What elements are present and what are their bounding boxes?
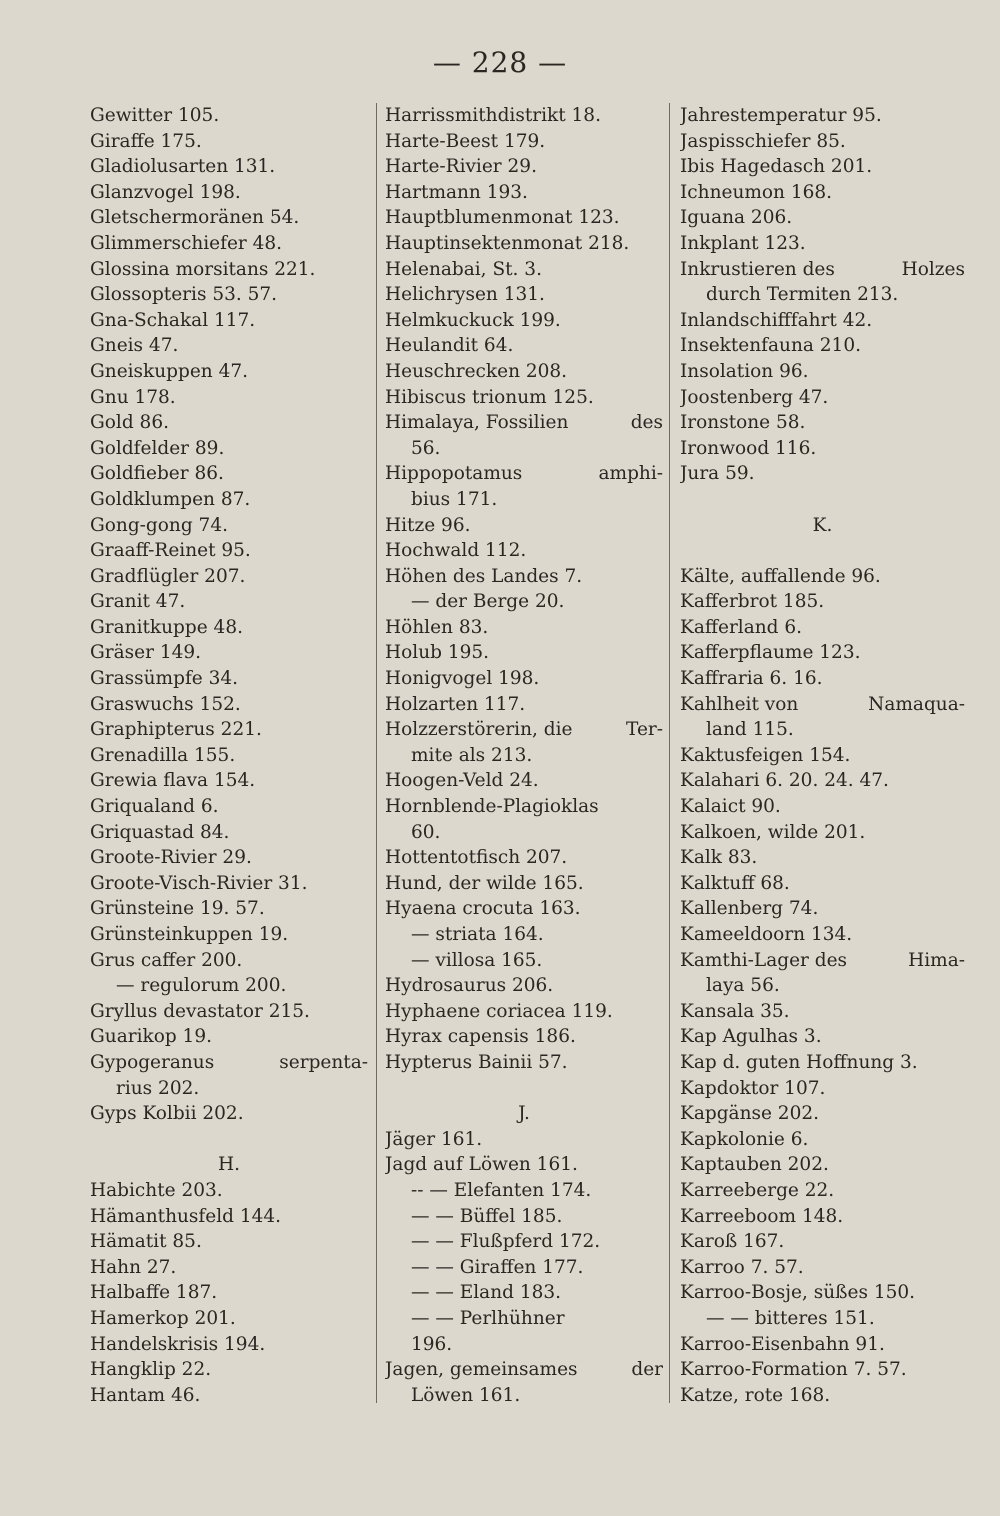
index-entry: Helmkuckuck 199. <box>385 309 561 331</box>
section-letter: J. <box>518 1103 530 1125</box>
index-entry: Holzzerstörerin, die Ter- <box>385 719 663 741</box>
index-entry: Kaffraria 6. 16. <box>680 668 823 690</box>
index-entry: Heulandit 64. <box>385 335 514 357</box>
index-entry: Glimmerschiefer 48. <box>90 232 283 254</box>
index-entry: Inlandschifffahrt 42. <box>680 309 873 331</box>
index-entry: Groote-Rivier 29. <box>90 847 252 869</box>
index-entry: Kansala 35. <box>680 1000 790 1022</box>
index-entry: Honigvogel 198. <box>385 668 540 690</box>
index-entry: Löwen 161. <box>411 1384 521 1406</box>
index-entry: Karroo-Formation 7. 57. <box>680 1359 907 1381</box>
index-entry: Kameeldoorn 134. <box>680 924 853 945</box>
index-entry: Karoß 167. <box>680 1231 785 1253</box>
index-entry: Goldklumpen 87. <box>90 488 251 510</box>
index-entry <box>90 1127 368 1153</box>
index-entry: Jäger 161. <box>385 1128 483 1150</box>
index-entry: Hyrax capensis 186. <box>385 1026 576 1048</box>
index-entry: Graswuchs 152. <box>90 693 241 715</box>
index-entry: Hyphaene coriacea 119. <box>385 1000 613 1022</box>
index-entry: Karreeberge 22. <box>680 1179 835 1201</box>
index-entry: Hitze 96. <box>385 514 471 536</box>
index-entry: Kapdoktor 107. <box>680 1077 826 1099</box>
index-entry: Katze, rote 168. <box>680 1384 831 1406</box>
index-column-2 <box>385 103 663 1408</box>
index-entry: Hauptblumenmonat 123. <box>385 207 620 229</box>
index-entry: Hypterus Bainii 57. <box>385 1051 568 1073</box>
index-entry: Gewitter 105. <box>90 105 220 126</box>
index-entry: — — Giraffen 177. <box>411 1256 584 1278</box>
index-entry: Hämanthusfeld 144. <box>90 1205 282 1227</box>
index-entry: Griquastad 84. <box>90 821 230 843</box>
index-entry: Hippopotamus amphi- <box>385 463 663 485</box>
index-entry: Gneiskuppen 47. <box>90 360 249 382</box>
index-entry: Gold 86. <box>90 412 169 434</box>
index-entry: — regulorum 200. <box>116 975 287 997</box>
index-entry: land 115. <box>706 719 794 741</box>
index-entry: Gnu 178. <box>90 386 176 408</box>
index-entry: Goldfieber 86. <box>90 463 224 485</box>
section-letter: K. <box>812 514 833 536</box>
index-entry: Groote-Visch-Rivier 31. <box>90 872 308 894</box>
index-entry: Hochwald 112. <box>385 540 527 562</box>
index-entry: — — bitteres 151. <box>706 1307 875 1329</box>
index-entry: Helenabai, St. 3. <box>385 258 542 280</box>
index-entry: Gradflügler 207. <box>90 565 246 587</box>
index-entry: Inkrustieren des Holzes <box>680 258 965 280</box>
index-entry: Harrissmithdistrikt 18. <box>385 105 601 126</box>
index-entry: Hantam 46. <box>90 1384 201 1406</box>
index-entry: Grassümpfe 34. <box>90 668 239 690</box>
index-entry: Karroo-Bosje, süßes 150. <box>680 1282 916 1304</box>
index-entry: Heuschrecken 208. <box>385 360 568 382</box>
index-entry: Iguana 206. <box>680 207 793 229</box>
index-entry: Karreeboom 148. <box>680 1205 844 1227</box>
index-entry: Kahlheit von Namaqua- <box>680 693 965 715</box>
index-entry: Gladiolusarten 131. <box>90 156 276 178</box>
index-entry: Gypogeranus serpenta- <box>90 1051 368 1073</box>
index-entry: Guarikop 19. <box>90 1026 212 1048</box>
index-column-1 <box>90 103 368 1408</box>
index-entry: Karroo 7. 57. <box>680 1256 804 1278</box>
index-column-3 <box>680 103 965 1408</box>
section-letter: H. <box>217 1154 240 1176</box>
index-entry: Handelskrisis 194. <box>90 1333 266 1355</box>
index-entry: 60. <box>411 821 441 843</box>
index-entry: Gneis 47. <box>90 335 179 357</box>
index-entry: Ironstone 58. <box>680 412 806 434</box>
index-entry: Halbaffe 187. <box>90 1282 218 1304</box>
index-entry: bius 171. <box>411 488 498 510</box>
index-entry: Kap Agulhas 3. <box>680 1026 822 1048</box>
index-entry: Hartmann 193. <box>385 181 528 203</box>
index-entry: Graphipterus 221. <box>90 719 262 741</box>
index-entry: Grünsteinkuppen 19. <box>90 924 289 945</box>
index-entry: Kafferpflaume 123. <box>680 642 861 664</box>
index-entry: Glossopteris 53. 57. <box>90 284 278 306</box>
index-entry: Inkplant 123. <box>680 232 806 254</box>
index-entry: Habichte 203. <box>90 1179 223 1201</box>
index-entry <box>680 538 965 564</box>
index-entry: Grenadilla 155. <box>90 744 236 766</box>
index-entry: Insektenfauna 210. <box>680 335 861 357</box>
index-entry: Hamerkop 201. <box>90 1307 236 1329</box>
index-entry: Hornblende-Plagioklas <box>385 796 599 818</box>
index-entry: — villosa 165. <box>411 949 543 971</box>
index-entry: — striata 164. <box>411 924 544 945</box>
index-entry: Hund, der wilde 165. <box>385 872 584 894</box>
index-entry: Hangklip 22. <box>90 1359 212 1381</box>
index-entry: Gna-Schakal 117. <box>90 309 256 331</box>
index-entry: Kälte, auffallende 96. <box>680 565 881 587</box>
index-entry: Karroo-Eisenbahn 91. <box>680 1333 885 1355</box>
index-entry: Joostenberg 47. <box>680 386 829 408</box>
index-entry: Holzarten 117. <box>385 693 526 715</box>
index-entry: Hoogen-Veld 24. <box>385 770 539 792</box>
index-entry: Holub 195. <box>385 642 490 664</box>
index-entry: — — Eland 183. <box>411 1282 562 1304</box>
index-entry: Hydrosaurus 206. <box>385 975 554 997</box>
index-entry: Jura 59. <box>680 463 755 485</box>
index-entry: Helichrysen 131. <box>385 284 545 306</box>
index-entry: Hibiscus trionum 125. <box>385 386 594 408</box>
index-entry: Grewia flava 154. <box>90 770 256 792</box>
index-entry: Goldfelder 89. <box>90 437 225 459</box>
index-entry: Kafferland 6. <box>680 616 803 638</box>
index-entry: Hahn 27. <box>90 1256 177 1278</box>
index-entry: Kalktuff 68. <box>680 872 790 894</box>
index-entry: Jaspisschiefer 85. <box>680 130 846 152</box>
index-entry: Granit 47. <box>90 591 186 613</box>
index-entry: Kaptauben 202. <box>680 1154 829 1176</box>
index-entry: — — Perlhühner <box>411 1307 565 1329</box>
index-entry: Harte-Rivier 29. <box>385 156 537 178</box>
index-entry: Kaktusfeigen 154. <box>680 744 851 766</box>
column-divider-1 <box>376 103 377 1403</box>
index-entry: Grus caffer 200. <box>90 949 243 971</box>
index-entry: Harte-Beest 179. <box>385 130 546 152</box>
index-entry: — der Berge 20. <box>411 591 565 613</box>
index-entry: Jahrestemperatur 95. <box>680 105 882 126</box>
index-entry: Glossina morsitans 221. <box>90 258 316 280</box>
index-entry: mite als 213. <box>411 744 533 766</box>
index-entry: Gletschermoränen 54. <box>90 207 300 229</box>
index-entry: -- — Elefanten 174. <box>411 1179 592 1201</box>
index-entry: Kallenberg 74. <box>680 898 819 920</box>
index-entry <box>680 487 965 513</box>
index-entry: Hyaena crocuta 163. <box>385 898 581 920</box>
index-entry: Giraffe 175. <box>90 130 202 152</box>
index-entry: Granitkuppe 48. <box>90 616 243 638</box>
index-entry: Gräser 149. <box>90 642 202 664</box>
index-entry: Grünsteine 19. 57. <box>90 898 265 920</box>
index-entry: Himalaya, Fossilien des <box>385 412 663 434</box>
index-entry: Gong-gong 74. <box>90 514 228 536</box>
index-entry: Glanzvogel 198. <box>90 181 241 203</box>
index-entry: Höhen des Landes 7. <box>385 565 583 587</box>
index-entry: Kalahari 6. 20. 24. 47. <box>680 770 889 792</box>
index-entry: Kalaict 90. <box>680 796 781 818</box>
index-entry: — — Flußpferd 172. <box>411 1231 601 1253</box>
index-entry: Gryllus devastator 215. <box>90 1000 310 1022</box>
index-entry: Jagen, gemeinsames der <box>385 1359 663 1381</box>
index-entry: Kap d. guten Hoffnung 3. <box>680 1051 918 1073</box>
index-entry: Jagd auf Löwen 161. <box>385 1154 578 1176</box>
index-entry: Hämatit 85. <box>90 1231 202 1253</box>
index-entry: Insolation 96. <box>680 360 809 382</box>
index-entry: rius 202. <box>116 1077 200 1099</box>
index-entry: Ironwood 116. <box>680 437 817 459</box>
index-entry: 56. <box>411 437 441 459</box>
index-entry: Kapkolonie 6. <box>680 1128 809 1150</box>
index-entry: Gyps Kolbii 202. <box>90 1103 244 1125</box>
index-entry: durch Termiten 213. <box>706 284 899 306</box>
index-entry: Graaff-Reinet 95. <box>90 540 251 562</box>
index-entry: Kapgänse 202. <box>680 1103 819 1125</box>
index-entry <box>385 1076 663 1102</box>
page-number: — 228 — <box>432 46 568 79</box>
index-entry: laya 56. <box>706 975 780 997</box>
index-entry: Höhlen 83. <box>385 616 489 638</box>
index-entry: Hottentotfisch 207. <box>385 847 568 869</box>
index-entry: Griqualand 6. <box>90 796 219 818</box>
index-entry: — — Büffel 185. <box>411 1205 563 1227</box>
index-entry: Kalk 83. <box>680 847 758 869</box>
index-entry: Ichneumon 168. <box>680 181 833 203</box>
index-entry: Ibis Hagedasch 201. <box>680 156 873 178</box>
column-divider-2 <box>669 103 670 1403</box>
index-entry: 196. <box>411 1333 453 1355</box>
index-entry: Kafferbrot 185. <box>680 591 825 613</box>
index-entry: Kamthi-Lager des Hima- <box>680 949 965 971</box>
index-entry: Hauptinsektenmonat 218. <box>385 232 630 254</box>
index-entry: Kalkoen, wilde 201. <box>680 821 866 843</box>
